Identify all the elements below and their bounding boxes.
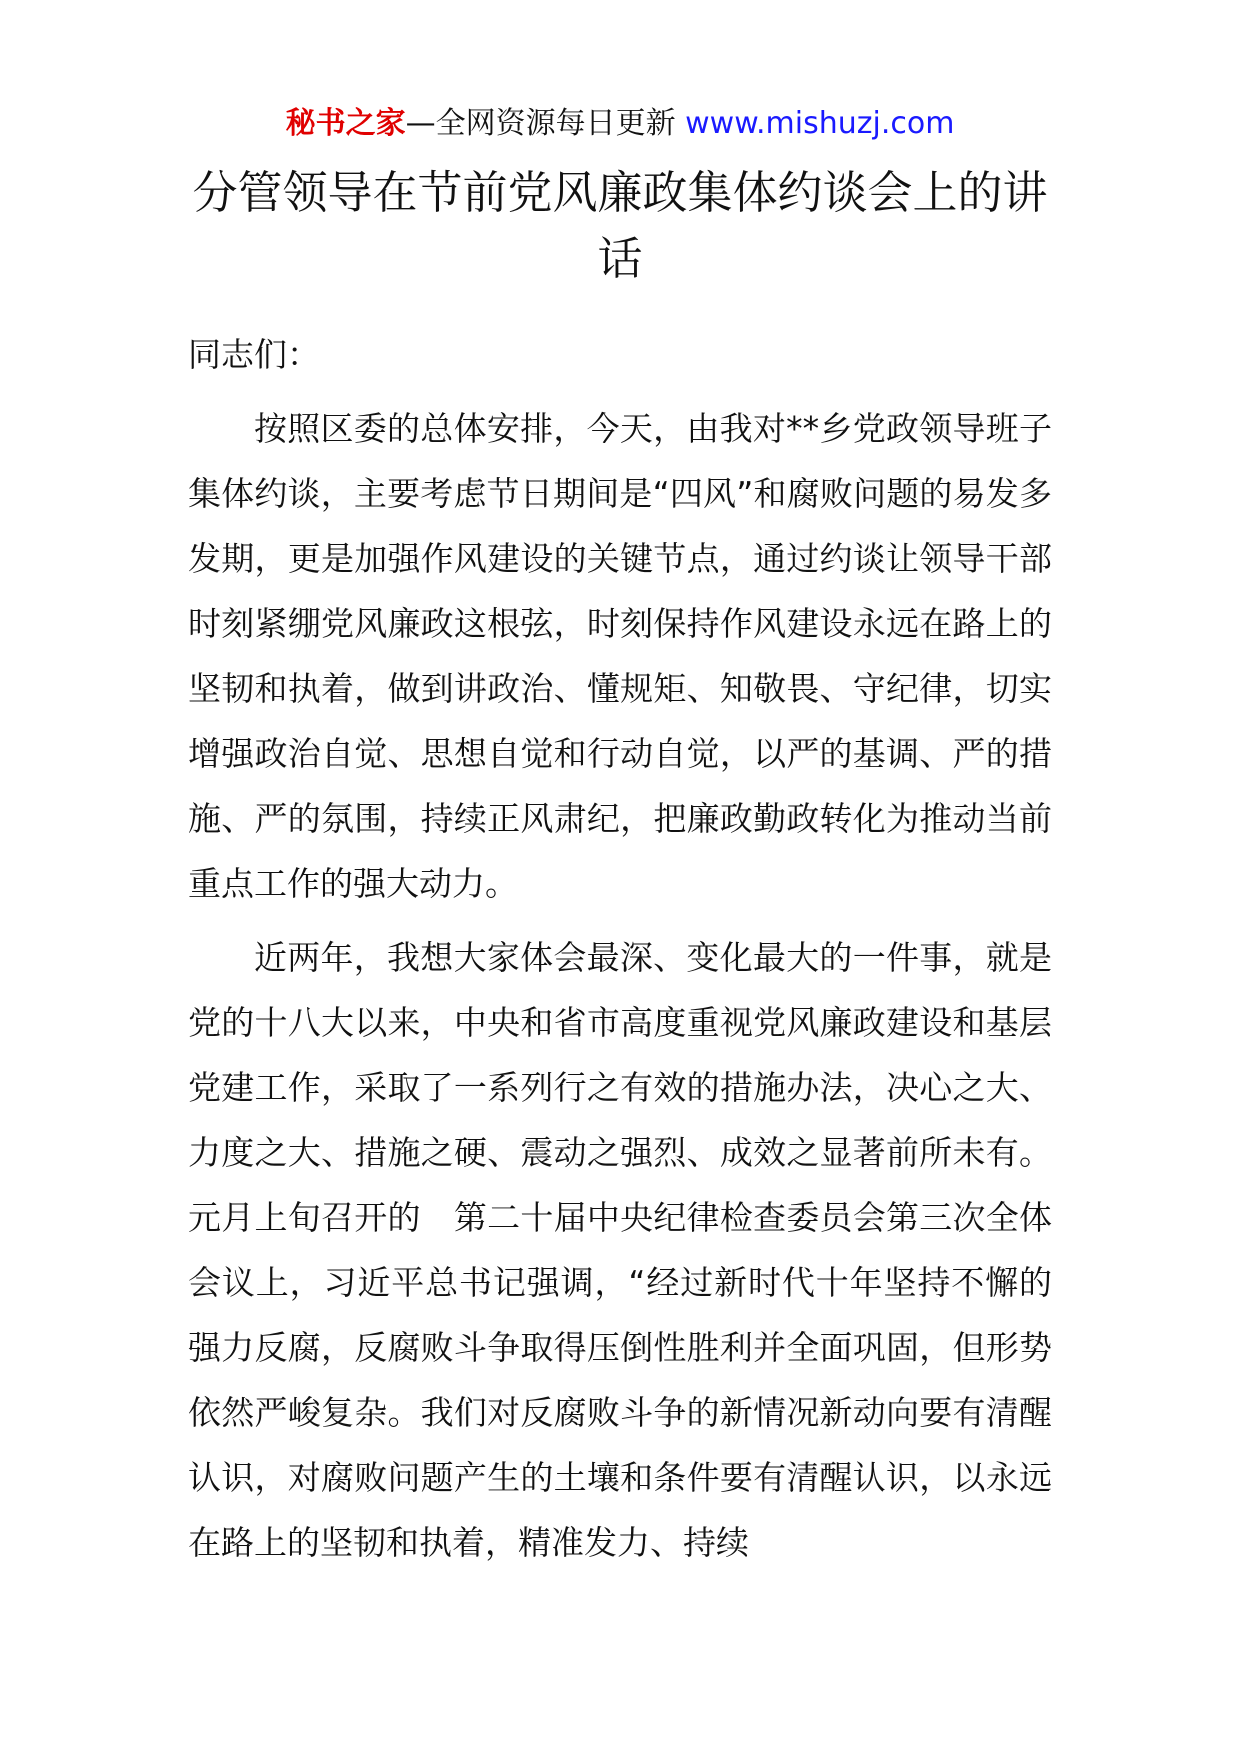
salutation: 同志们：	[188, 335, 320, 374]
document-body	[188, 322, 1052, 1584]
document-title: 分管领导在节前党风廉政集体约谈会上的讲话	[192, 166, 1048, 285]
body-paragraph-2: 近两年，我想大家体会最深、变化最大的一件事，就是党的十八大以来，中央和省市高度重视党风廉政建设和基层党建工作，采取了一系列行之有效的措施办法，决心之大、力度之大、措施之硬、震动之强烈、成效之显著前所未有。元月上旬召开的 第二十届中央纪律检查委员会第三次全体会议上，习近平总书记强调，“经过新时代十年坚持不懈的强力反腐，反腐败斗争取得压倒性胜利并全面巩固，但形势依然严峻复杂。我们对反腐败斗争的新情况新动向要有清醒认识，对腐败问题产生的土壤和条件要有清醒认识，以永远在路上的坚韧和执着，精准发力、持续	[188, 938, 1052, 1562]
body-paragraph-1: 按照区委的总体安排，今天，由我对**乡党政领导班子集体约谈，主要考虑节日期间是“四风”和腐败问题的易发多发期，更是加强作风建设的关键节点，通过约谈让领导干部时刻紧绷党风廉政这根弦，时刻保持作风建设永远在路上的坚韧和执着，做到讲政治、懂规矩、知敬畏、守纪律，切实增强政治自觉、思想自觉和行动自觉，以严的基调、严的措施、严的氛围，持续正风肃纪，把廉政勤政转化为推动当前重点工作的强大动力。	[188, 409, 1052, 903]
site-url[interactable]: www.mishuzj.com	[685, 106, 955, 141]
brand-name: 秘书之家	[285, 106, 406, 141]
page-header	[0, 104, 1240, 144]
header-slogan: —全网资源每日更新	[405, 106, 686, 141]
